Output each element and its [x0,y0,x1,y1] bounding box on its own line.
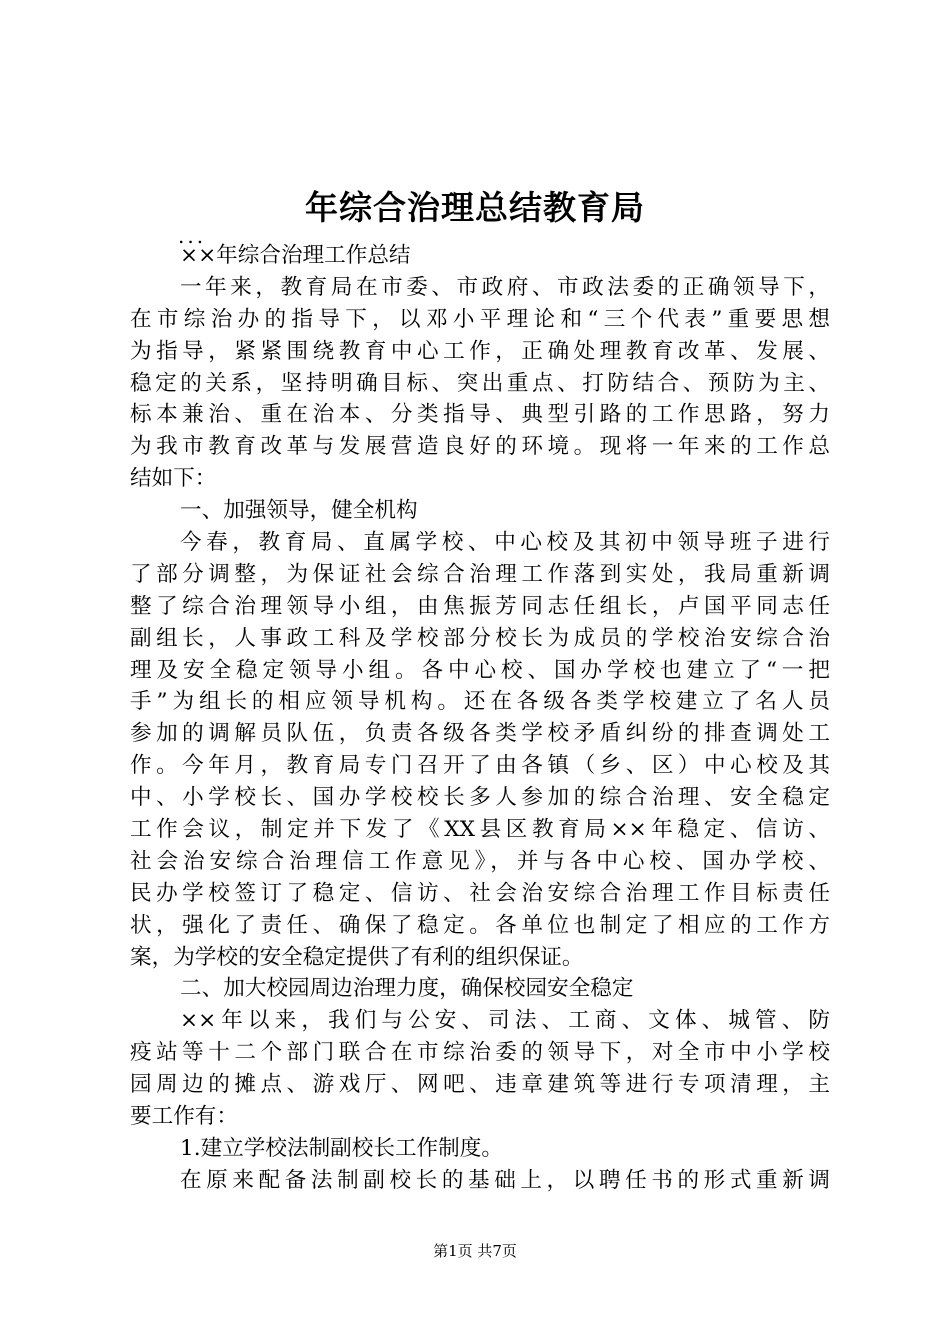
body-line: 1.建立学校法制副校长工作制度。 [180,1135,503,1161]
body-line: 中、小学校长、国办学校校长多人参加的综合治理、安全稳定 [130,785,830,811]
page-footer: 第1页 共7页 [433,1242,517,1260]
body-line: 园周边的摊点、游戏厅、网吧、违章建筑等进行专项清理，主 [130,1072,830,1098]
body-line: 要工作有： [130,1104,238,1130]
body-line: 为我市教育改革与发展营造良好的环境。现将一年来的工作总 [130,434,830,460]
ellipsis-marker: ... [178,224,207,248]
document-body [130,240,830,1197]
body-line: 了部分调整，为保证社会综合治理工作落到实处，我局重新调 [130,561,830,587]
body-line: 二、加大校园周边治理力度，确保校园安全稳定 [180,976,634,1002]
body-line: 标本兼治、重在治本、分类指导、典型引路的工作思路，努力 [130,402,830,428]
body-line: 理及安全稳定领导小组。各中心校、国办学校也建立了“一把 [130,657,830,683]
body-line: 结如下： [130,466,217,492]
body-line: 手”为组长的相应领导机构。还在各级各类学校建立了名人员 [130,689,830,715]
body-line: ××年以来，我们与公安、司法、工商、文体、城管、防 [180,1008,830,1034]
body-line: 疫站等十二个部门联合在市综治委的领导下，对全市中小学校 [130,1040,830,1066]
body-line: 副组长，人事政工科及学校部分校长为成员的学校治安综合治 [130,625,830,651]
body-line: 稳定的关系，坚持明确目标、突出重点、打防结合、预防为主、 [130,370,830,396]
body-line: 整了综合治理领导小组，由焦振芳同志任组长，卢国平同志任 [130,593,830,619]
body-line: 民办学校签订了稳定、信访、社会治安综合治理工作目标责任 [130,880,830,906]
body-line: 一、加强领导，健全机构 [180,498,418,524]
body-line: 在原来配备法制副校长的基础上，以聘任书的形式重新调 [180,1167,830,1193]
body-line: 工作会议，制定并下发了《XX县区教育局××年稳定、信访、 [130,817,830,843]
document-title: 年综合治理总结教育局 [305,188,645,227]
body-line: 参加的调解员队伍，负责各级各类学校矛盾纠纷的排查调处工 [130,721,830,747]
body-line: 作。今年月，教育局专门召开了由各镇（乡、区）中心校及其 [130,753,830,779]
body-line: 在市综治办的指导下，以邓小平理论和“三个代表”重要思想 [130,306,830,332]
body-line: 状，强化了责任、确保了稳定。各单位也制定了相应的工作方 [130,912,830,938]
body-line: 案，为学校的安全稳定提供了有利的组织保证。 [130,944,584,970]
body-line: 今春，教育局、直属学校、中心校及其初中领导班子进行 [180,530,830,556]
body-line: 为指导，紧紧围绕教育中心工作，正确处理教育改革、发展、 [130,338,830,364]
body-line: 一年来，教育局在市委、市政府、市政法委的正确领导下， [180,274,830,300]
body-line: ××年综合治理工作总结 [180,243,411,268]
body-line: 社会治安综合治理信工作意见》，并与各中心校、国办学校、 [130,848,830,874]
